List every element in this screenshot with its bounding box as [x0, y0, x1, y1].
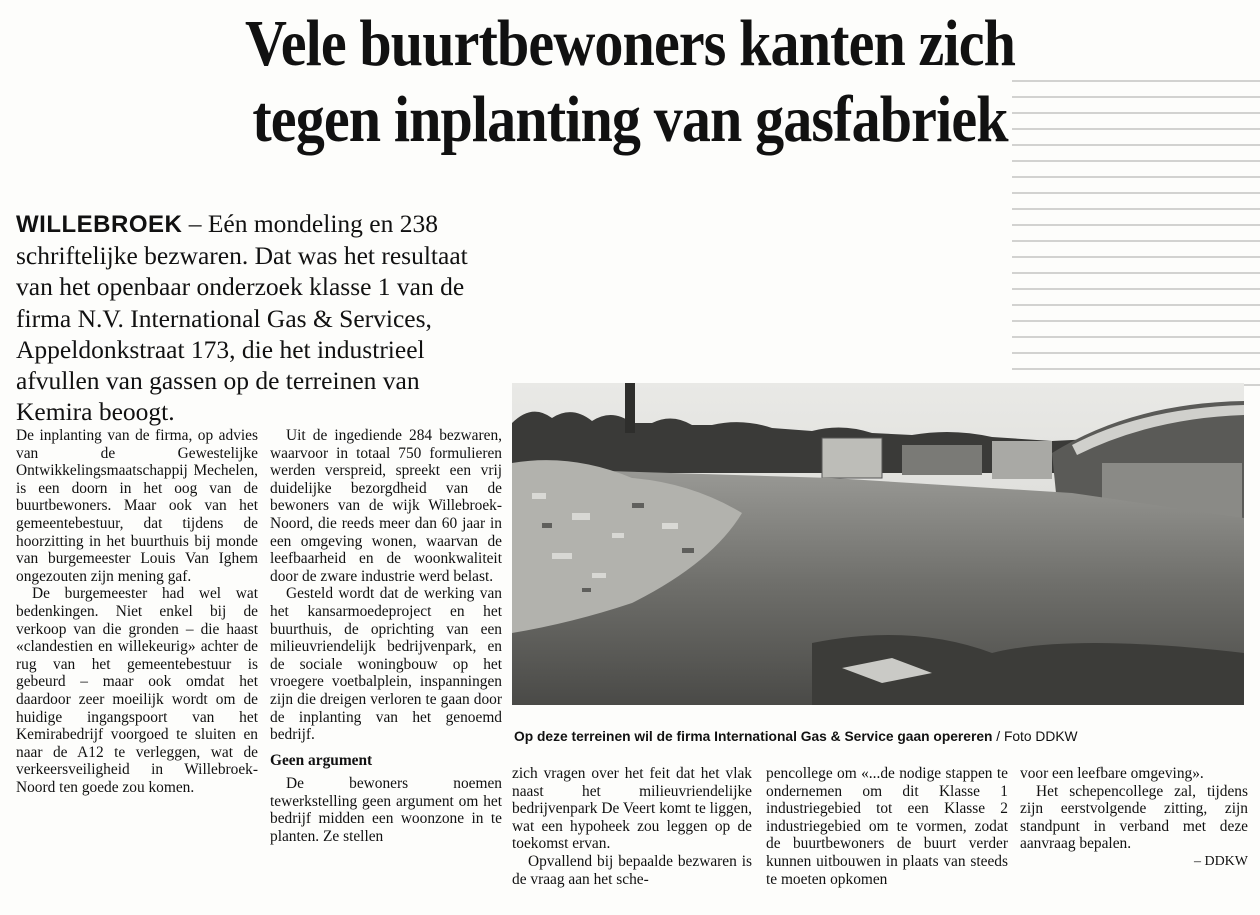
column-5: [1020, 765, 1248, 871]
column-2: [270, 427, 502, 846]
lead-paragraph: [16, 208, 500, 427]
dateline-place: WILLEBROEK: [16, 211, 183, 238]
body-paragraph: De burgemeester had wel wat bedenkingen. Niet enkel bij de verkoop van die gronden – die haast «clandestien en willekeurig» achter de rug van het gemeentebestuur is gebeurd – maar ook omdat het daardoor zeer moeilijk wordt om de huidige ingangspoort van het Kemirabedrijf voorgoed te sluiten en naar de A12 te verleggen, wat de verkeersveiligheid in Willebroek-Noord ten goede zou komen.: [16, 585, 258, 796]
caption-text: Op deze terreinen wil de firma International Gas & Service gaan opereren: [514, 729, 993, 744]
photo-caption: [514, 729, 1248, 744]
body-paragraph: Uit de ingediende 284 bezwaren, waarvoor in totaal 750 formulieren werden verspreid, spreekt een vrij duidelijke bezorgdheid van de bewoners van de wijk Willebroek-Noord, die reeds meer dan 60 jaar in een omgeving wonen, waarvan de leefbaarheid en de woonkwaliteit door de zware industrie werd belast.: [270, 427, 502, 585]
body-paragraph: De inplanting van de firma, op advies van de Gewestelijke Ontwikkelingsmaatschappij Mechelen, is een doorn in het oog van de buurtbewoners. Maar ook van het gemeentebestuur, dat tijdens de hoorzitting in het buurthuis bij monde van burgemeester Louis Van Ighem ongezouten zijn mening gaf.: [16, 427, 258, 585]
industrial-site-photo: [512, 383, 1244, 705]
byline: – DDKW: [1193, 853, 1248, 869]
photo-credit: / Foto DDKW: [992, 729, 1078, 744]
news-photo: [512, 383, 1244, 705]
body-paragraph: Het schepencollege zal, tijdens zijn eerstvolgende zitting, zijn standpunt in verband met deze aanvraag bepalen.: [1020, 782, 1248, 853]
subheading: Geen argument: [270, 751, 373, 769]
column-1: [16, 427, 258, 796]
headline-line-1: Vele buurtbewoners kanten zich: [244, 7, 1016, 80]
body-paragraph: De bewoners noemen tewerkstelling geen argument om het bedrijf midden een woonzone in te planten. Ze stellen: [270, 775, 502, 846]
body-paragraph: Gesteld wordt dat de werking van het kansarmoedeproject en het buurthuis, de oprichting van een milieuvriendelijk bedrijvenpark, en de sociale woningbouw op het vroegere voetbalplein, inspanningen zijn die dreigen verloren te gaan door de inplanting van het genoemd bedrijf.: [270, 585, 502, 744]
body-paragraph: Opvallend bij bepaalde bezwaren is de vraag aan het sche-: [512, 852, 752, 888]
body-paragraph: pencollege om «...de nodige stappen te ondernemen om dit Klasse 1 industriegebied tot een Klasse 2 industriegebied om te vormen, zodat de buurtbewoners de buurt verder kunnen uitbouwen in plaats van steeds te moeten opkomen: [766, 765, 1008, 888]
body-paragraph: zich vragen over het feit dat het vlak naast het milieuvriendelijke bedrijvenpark De Veert komt te liggen, wat een hypoheek zou leggen op de toekomst ervan.: [512, 765, 752, 853]
lead-text: – Eén mondeling en 238 schriftelijke bezwaren. Dat was het resultaat van het openbaar onderzoek klasse 1 van de firma N.V. International Gas & Services, Appeldonkstraat 173, die het industrieel afvullen van gassen op de terreinen van Kemira beoogt.: [16, 209, 468, 427]
chimney-shape: [625, 383, 635, 433]
column-3: [512, 765, 752, 888]
body-paragraph: voor een leefbare omgeving».: [1020, 765, 1204, 782]
headline-line-2: tegen inplanting van gasfabriek: [252, 83, 1008, 156]
column-4: [766, 765, 1008, 888]
bleed-through-text: [1012, 80, 1260, 420]
